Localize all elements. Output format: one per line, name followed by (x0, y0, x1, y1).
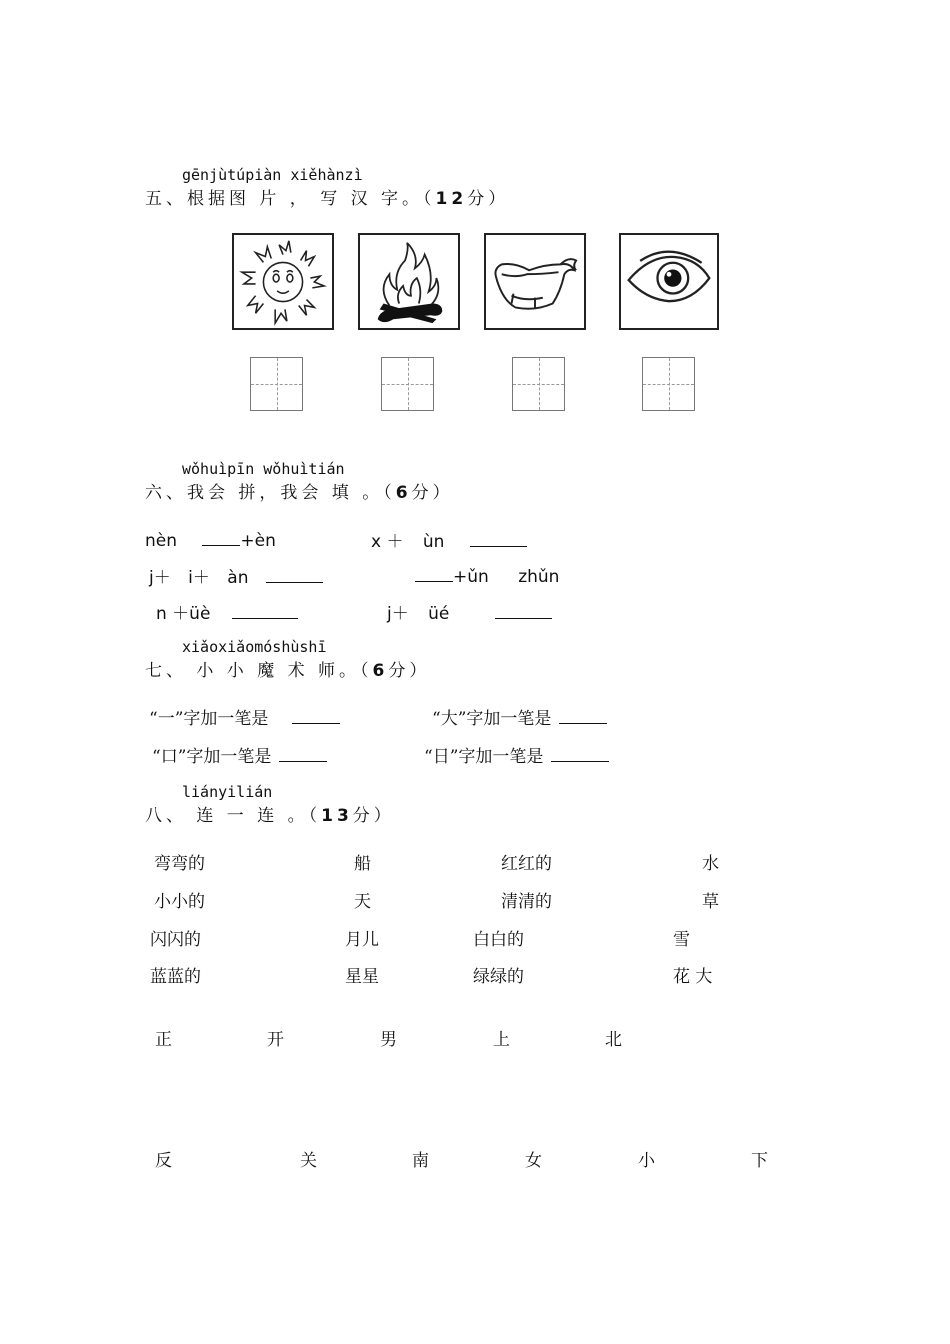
pinyin-row3-left (156, 599, 298, 624)
pinyin-row2-left (149, 563, 323, 588)
pinyin-item: x ＋ (371, 532, 404, 552)
pinyin-item: ùn (422, 532, 445, 552)
opposite-word-top[interactable]: 男 (380, 1030, 397, 1050)
magic-item-text: “口”字加一笔是 (152, 747, 272, 767)
match-word[interactable]: 小小的 (154, 892, 205, 912)
match-word[interactable]: 天 (354, 892, 371, 912)
section8-pinyin: liányilián (182, 783, 273, 801)
pinyin-row1-right (371, 527, 527, 552)
boat-picture (484, 233, 586, 330)
match-word[interactable]: 船 (354, 854, 371, 874)
answer-blank[interactable] (202, 527, 240, 546)
match-word[interactable]: 蓝蓝的 (150, 967, 201, 987)
match-word[interactable]: 白白的 (473, 930, 524, 950)
magic-item-text: “一”字加一笔是 (149, 709, 269, 729)
pinyin-item: j＋ (387, 604, 409, 624)
writing-grid-4[interactable] (642, 357, 695, 411)
fire-picture (358, 233, 460, 330)
pinyin-item: +ǔn (453, 567, 489, 587)
pinyin-item: zhǔn (518, 567, 560, 587)
section6-score: 6 (395, 483, 412, 503)
writing-grid-1[interactable] (250, 357, 303, 411)
answer-blank[interactable] (470, 528, 527, 547)
section5-title-text: 五、根据图 片 ， 写 汉 字。（ (145, 189, 436, 209)
opposite-word-bottom[interactable]: 关 (300, 1151, 317, 1171)
match-word[interactable]: 星星 (345, 967, 379, 987)
answer-blank[interactable] (279, 743, 327, 762)
section7-title-text: 七、 小 小 魔 术 师。（ (145, 661, 373, 681)
answer-blank[interactable] (551, 743, 609, 762)
section5-title (145, 184, 509, 209)
match-word[interactable]: 弯弯的 (154, 854, 205, 874)
section8-score: 13 (321, 806, 353, 826)
magic-item-text: “大”字加一笔是 (432, 709, 552, 729)
match-word[interactable]: 闪闪的 (150, 930, 201, 950)
answer-blank[interactable] (559, 705, 607, 724)
match-word[interactable]: 水 (702, 854, 719, 874)
pinyin-row1-left (145, 527, 276, 551)
section6-pinyin: wǒhuìpīn wǒhuìtián (182, 460, 345, 478)
match-word[interactable]: 绿绿的 (473, 967, 524, 987)
match-word[interactable]: 清清的 (501, 892, 552, 912)
opposite-word-top[interactable]: 北 (605, 1030, 622, 1050)
section8-score-suffix: 分） (352, 806, 395, 826)
opposite-word-top[interactable]: 上 (493, 1030, 510, 1050)
pinyin-item: nèn (145, 531, 178, 551)
magic-item-4 (424, 742, 609, 767)
pinyin-item: +èn (240, 531, 276, 551)
opposite-word-top[interactable]: 开 (267, 1030, 284, 1050)
opposite-word-bottom[interactable]: 反 (155, 1151, 172, 1171)
section5-score-suffix: 分） (467, 189, 510, 209)
opposite-word-bottom[interactable]: 南 (412, 1151, 429, 1171)
pinyin-item: j＋ (149, 568, 171, 588)
boat-icon (486, 235, 584, 328)
answer-blank[interactable] (266, 564, 323, 583)
magic-item-3 (152, 742, 327, 767)
magic-item-2 (432, 704, 607, 729)
eye-picture (619, 233, 719, 330)
pinyin-row2-right (415, 563, 559, 587)
match-word[interactable]: 花 大 (673, 967, 713, 987)
match-word[interactable]: 红红的 (501, 854, 552, 874)
section5-pinyin: gēnjùtúpiàn xiěhànzì (182, 166, 363, 184)
section6-score-suffix: 分） (411, 483, 454, 503)
section8-title-text: 八、 连 一 连 。（ (145, 806, 322, 826)
pinyin-item: àn (227, 568, 249, 588)
match-word[interactable]: 雪 (673, 930, 690, 950)
answer-blank[interactable] (292, 705, 340, 724)
section7-title (145, 656, 430, 681)
magic-item-1 (149, 704, 340, 729)
section6-title (145, 478, 454, 503)
eye-icon (621, 235, 717, 328)
section7-score: 6 (372, 661, 389, 681)
answer-blank[interactable] (415, 563, 453, 582)
opposite-word-bottom[interactable]: 女 (525, 1151, 542, 1171)
section8-title (145, 801, 395, 826)
magic-item-text: “日”字加一笔是 (424, 747, 544, 767)
opposite-word-top[interactable]: 正 (155, 1030, 172, 1050)
section7-score-suffix: 分） (388, 661, 431, 681)
answer-blank[interactable] (232, 600, 298, 619)
pinyin-row3-right (387, 599, 552, 624)
pinyin-item: n ＋üè (156, 604, 211, 624)
match-word[interactable]: 草 (702, 892, 719, 912)
section6-title-text: 六、我会 拼，我会 填 。（ (145, 483, 396, 503)
match-word[interactable]: 月儿 (345, 930, 379, 950)
fire-icon (360, 235, 458, 328)
writing-grid-3[interactable] (512, 357, 565, 411)
sun-icon (234, 235, 332, 328)
writing-grid-2[interactable] (381, 357, 434, 411)
sun-picture (232, 233, 334, 330)
section7-pinyin: xiǎoxiǎomóshùshī (182, 638, 327, 656)
pinyin-item: i＋ (188, 568, 210, 588)
section5-score: 12 (435, 189, 468, 209)
pinyin-item: üé (428, 604, 450, 624)
opposite-word-bottom[interactable]: 下 (751, 1151, 768, 1171)
answer-blank[interactable] (495, 600, 552, 619)
opposite-word-bottom[interactable]: 小 (638, 1151, 655, 1171)
